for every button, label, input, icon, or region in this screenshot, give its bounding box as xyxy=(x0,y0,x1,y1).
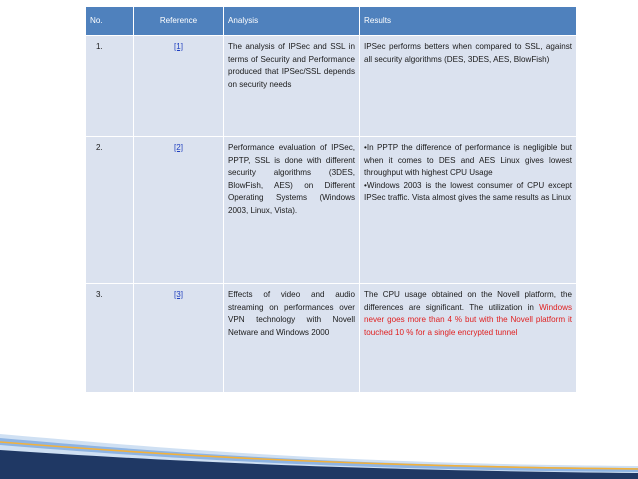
reference-link[interactable]: [2] xyxy=(174,143,183,152)
row-analysis: Performance evaluation of IPSec, PPTP, SSL is done with different security algorithms (3DES, BlowFish, AES) on Different Operating Systems (Windows 2003, Linux, Vista). xyxy=(224,137,360,284)
row-results: IPSec performs betters when compared to SSL, against all security algorithms (DES, 3DES, AES, BlowFish) xyxy=(360,36,577,137)
row-analysis: Effects of video and audio streaming on performances over VPN technology with Novell Netware and Windows 2000 xyxy=(224,284,360,393)
header-results: Results xyxy=(360,7,577,36)
results-bullet: •In PPTP the difference of performance is negligible but when it comes to DES and AES Linux gives lowest throughput with highest CPU Usage xyxy=(364,143,572,178)
reference-link[interactable]: [1] xyxy=(174,42,183,51)
table-header-row xyxy=(86,7,577,36)
table-row xyxy=(86,36,577,137)
row-reference xyxy=(134,137,224,284)
results-text: The CPU usage obtained on the Novell platform, the differences are significant. The utilization in xyxy=(364,290,572,312)
row-reference xyxy=(134,284,224,393)
results-highlight: Windows never goes more than 4 % but with the Novell platform it touched 10 % for a single encrypted tunnel xyxy=(364,302,572,337)
row-results xyxy=(360,284,577,393)
header-reference: Reference xyxy=(134,7,224,36)
footer-decoration xyxy=(0,420,638,479)
reference-link[interactable]: [3] xyxy=(174,290,183,299)
row-number: 2. xyxy=(86,137,134,284)
header-analysis: Analysis xyxy=(224,7,360,36)
row-results xyxy=(360,137,577,284)
table-row xyxy=(86,284,577,393)
table-row xyxy=(86,137,577,284)
results-bullet: •Windows 2003 is the lowest consumer of CPU except IPSec traffic. Vista almost gives the same results as Linux xyxy=(364,180,572,203)
row-number: 3. xyxy=(86,284,134,393)
row-analysis: The analysis of IPSec and SSL in terms of Security and Performance produced that IPSec/SSL depends on security needs xyxy=(224,36,360,137)
row-number: 1. xyxy=(86,36,134,137)
row-reference xyxy=(134,36,224,137)
comparison-table xyxy=(85,6,577,393)
header-no: No. xyxy=(86,7,134,36)
